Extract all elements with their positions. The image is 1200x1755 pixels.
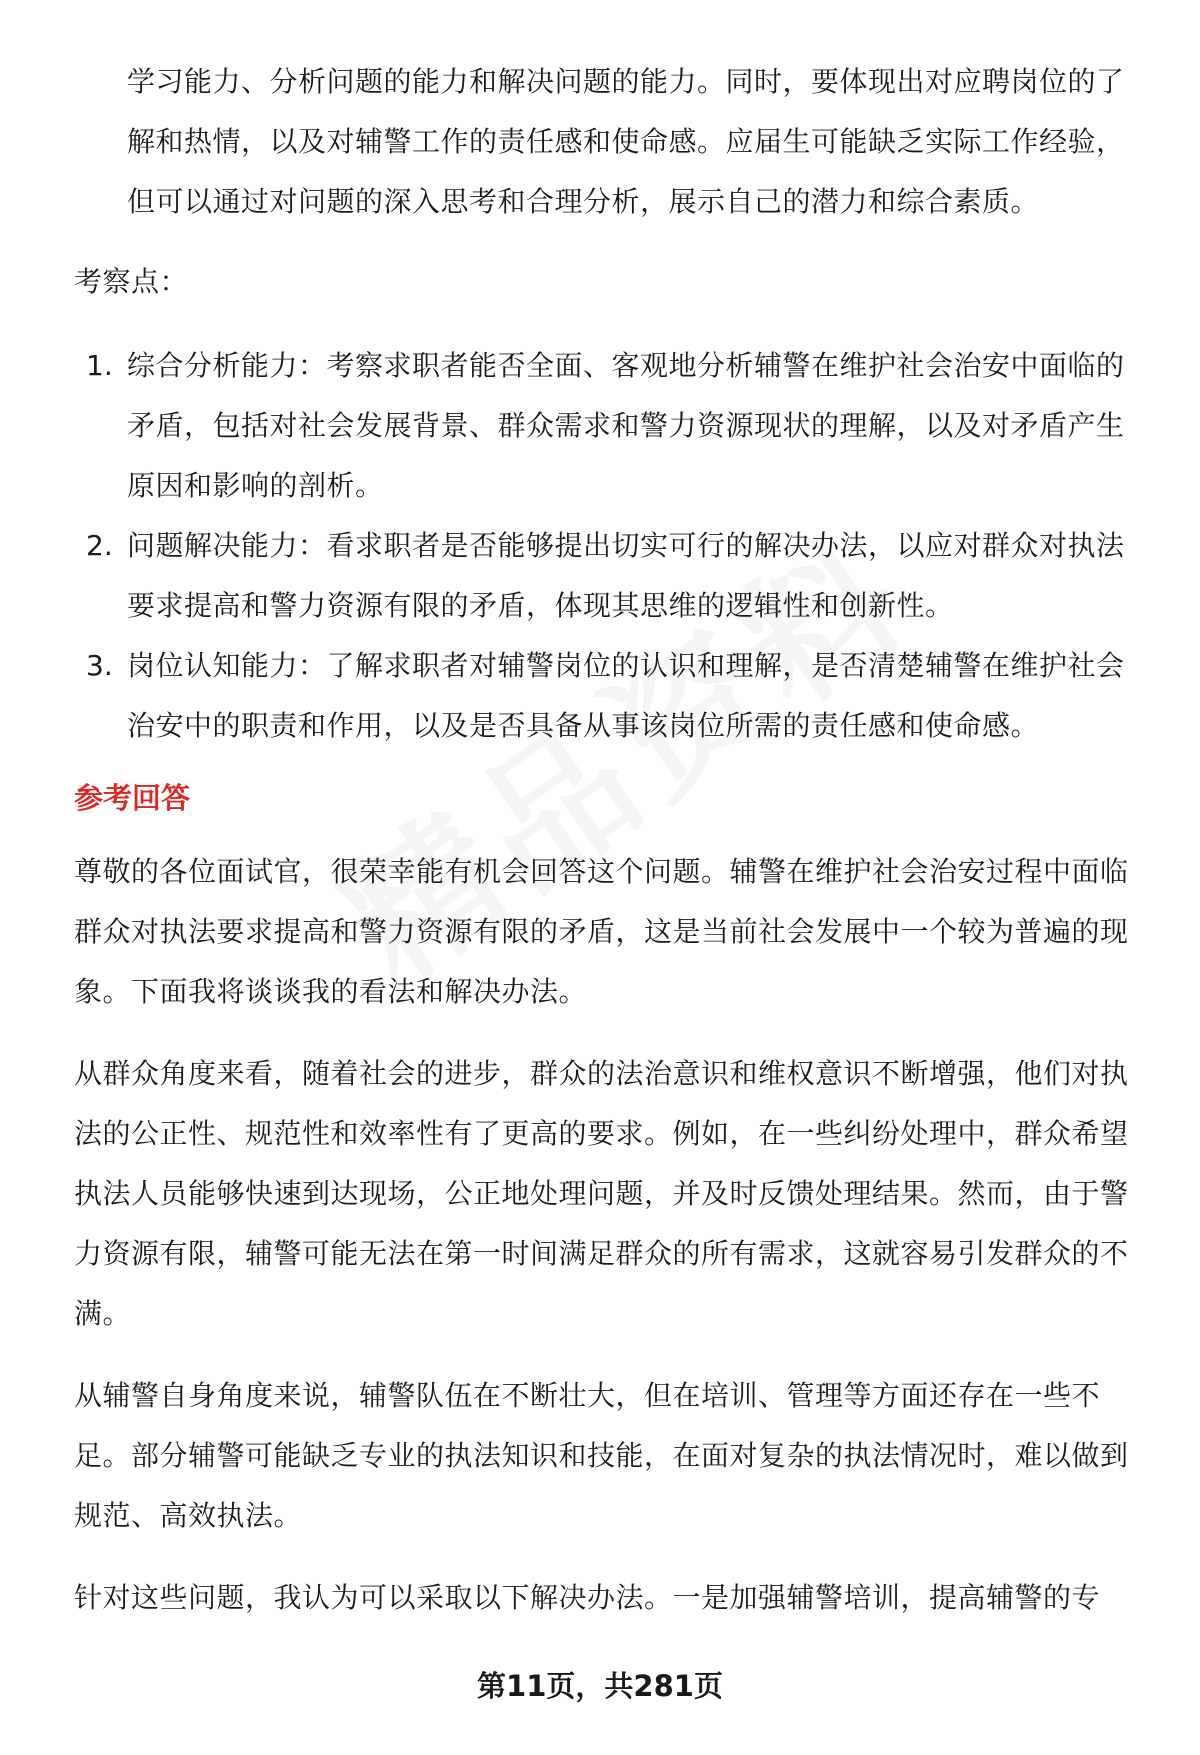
list-item [74, 636, 1144, 756]
list-item [74, 516, 1144, 636]
exam-points-list [74, 336, 1144, 756]
list-item-number: 3. [86, 649, 113, 682]
answer-paragraph: 尊敬的各位面试官，很荣幸能有机会回答这个问题。辅警在维护社会治安过程中面临群众对执法要求提高和警力资源有限的矛盾，这是当前社会发展中一个较为普遍的现象。下面我将谈谈我的看法和解决办法。 [74, 855, 1129, 1008]
list-item [74, 336, 1144, 516]
list-item-text: 综合分析能力：考察求职者能否全面、客观地分析辅警在维护社会治安中面临的矛盾，包括对社会发展背景、群众需求和警力资源现状的理解，以及对矛盾产生原因和影响的剖析。 [127, 349, 1125, 502]
list-item-number: 1. [86, 349, 113, 382]
page-number-footer: 第11页，共281页 [477, 1669, 723, 1703]
answer-paragraph: 从群众角度来看，随着社会的进步，群众的法治意识和维权意识不断增强，他们对执法的公正性、规范性和效率性有了更高的要求。例如，在一些纠纷处理中，群众希望执法人员能够快速到达现场，公正地处理问题，并及时反馈处理结果。然而，由于警力资源有限，辅警可能无法在第一时间满足群众的所有需求，这就容易引发群众的不满。 [74, 1057, 1129, 1330]
document-content [74, 52, 1144, 1628]
list-item-text: 问题解决能力：看求职者是否能够提出切实可行的解决办法，以应对群众对执法要求提高和警力资源有限的矛盾，体现其思维的逻辑性和创新性。 [127, 529, 1125, 622]
intro-continuation: 学习能力、分析问题的能力和解决问题的能力。同时，要体现出对应聘岗位的了解和热情，以及对辅警工作的责任感和使命感。应届生可能缺乏实际工作经验，但可以通过对问题的深入思考和合理分析，展示自己的潜力和综合素质。 [127, 65, 1125, 218]
answer-paragraph: 从辅警自身角度来说，辅警队伍在不断壮大，但在培训、管理等方面还存在一些不足。部分辅警可能缺乏专业的执法知识和技能，在面对复杂的执法情况时，难以做到规范、高效执法。 [74, 1379, 1129, 1532]
list-item-number: 2. [86, 529, 113, 562]
answer-paragraph: 针对这些问题，我认为可以采取以下解决办法。一是加强辅警培训，提高辅警的专 [74, 1581, 1101, 1614]
reference-answer-heading: 参考回答 [74, 781, 191, 815]
list-item-text: 岗位认知能力：了解求职者对辅警岗位的认识和理解，是否清楚辅警在维护社会治安中的职责和作用，以及是否具备从事该岗位所需的责任感和使命感。 [127, 649, 1125, 742]
exam-points-label: 考察点： [74, 265, 189, 298]
